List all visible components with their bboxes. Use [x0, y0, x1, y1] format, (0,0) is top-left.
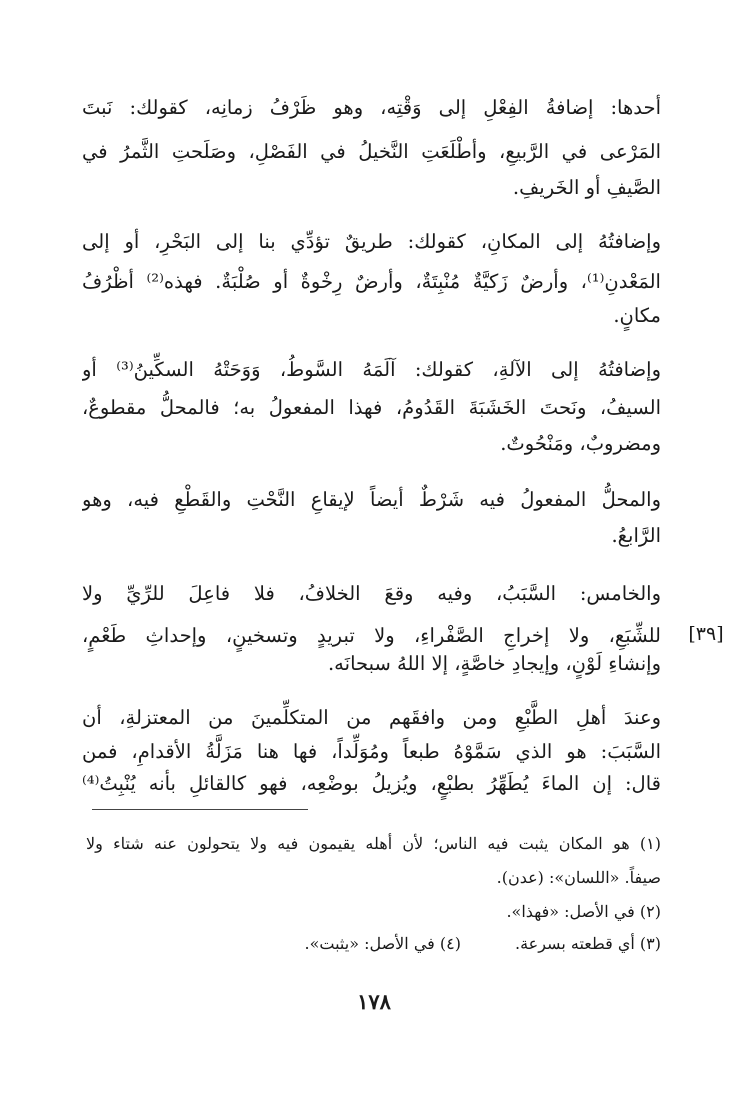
footnote-1: (١) هو المكان يثبت فيه الناس؛ لأن أهله يقيمون فيه ولا يتحولون عنه شتاء ولا [86, 834, 661, 853]
text-line: الصَّيفِ أو الخَريفِ. [512, 176, 661, 199]
footnote-divider [92, 809, 308, 810]
text-line: الرَّابعُ. [611, 524, 661, 547]
text-line: المَرْعى في الرَّبيعِ، وأطْلَعَتِ النَّخيلُ في الفَصْلِ، وصَلَحتِ الثَّمرُ في [82, 140, 661, 163]
text-line: والخامس: السَّبَبُ، وفيه وقعَ الخلافُ، فلا فاعِلَ للرِّيِّ ولا [82, 582, 661, 605]
footnote-2: (٢) في الأصل: «فهذا». [506, 902, 661, 921]
text-line: وعندَ أهلِ الطَّبْعِ ومن وافقَهم من المتكلِّمينَ من المعتزلةِ، أن [82, 706, 661, 729]
text-line: قال: إن الماءَ يُطَهِّرُ بطبْعٍ، ويُزيلُ بوضْعِه، فهو كالقائلِ بأنه يُنْبِتُ⁽⁴⁾ [82, 772, 661, 795]
text-line: وإضافتُهُ إلى المكانِ، كقولك: طريقٌ تؤدِّي بنا إلى البَحْرِ، أو إلى [82, 230, 661, 253]
text-line: السَّبَبَ: هو الذي سَمَّوْهُ طبعاً ومُوَلِّداً، فها هنا مَزَلَّةُ الأقدامِ، فمن [82, 740, 661, 763]
text-line: أحدها: إضافةُ الفِعْلِ إلى وَقْتِه، وهو ظَرْفُ زمانِه، كقولك: نَبتَ [82, 96, 661, 119]
text-line: المَعْدنِ⁽¹⁾، وأرضٌ زَكيَّةٌ مُنْبِتَةٌ، وأرضٌ رِخْوةٌ أو صُلْبَةٌ. فهذه⁽²⁾ أظْرُفُ [82, 270, 661, 293]
text-line: وإضافتُهُ إلى الآلةِ، كقولك: آلَمَهُ السَّوطُ، وَوَحَتْهُ السكِّينُ⁽³⁾ أو [82, 358, 661, 381]
text-line: للشِّبَعِ، ولا إخراجِ الصَّفْراءِ، ولا تبريدٍ وتسخينٍ، وإحداثِ طَعْمٍ، [82, 624, 661, 647]
text-line: والمحلُّ المفعولُ فيه شَرْطٌ أيضاً لإيقاعِ النَّحْتِ والقَطْعِ فيه، وهو [82, 488, 661, 511]
text-line: ومضروبٌ، ومَنْحُوتٌ. [500, 432, 661, 455]
text-line: مكانٍ. [613, 304, 661, 327]
footnote-3: (٣) أي قطعته بسرعة. [515, 934, 661, 953]
page-number: ١٧٨ [357, 989, 391, 1014]
footnote-row [86, 926, 661, 962]
footnote-4: (٤) في الأصل: «يثبت». [304, 934, 461, 953]
text-line: وإنشاءِ لَوْنٍ، وإيجادِ خاصَّةٍ، إلا اللهُ سبحانَه. [327, 652, 661, 675]
text-line: السيفُ، ونَحتَ الخَشَبَةَ القَدُومُ، فهذا المفعولُ به؛ فالمحلُّ مقطوعٌ، [82, 396, 661, 419]
footnote-1-continued: صيفاً. «اللسان»: (عدن). [496, 868, 661, 887]
margin-page-reference: [٣٩] [688, 623, 724, 645]
